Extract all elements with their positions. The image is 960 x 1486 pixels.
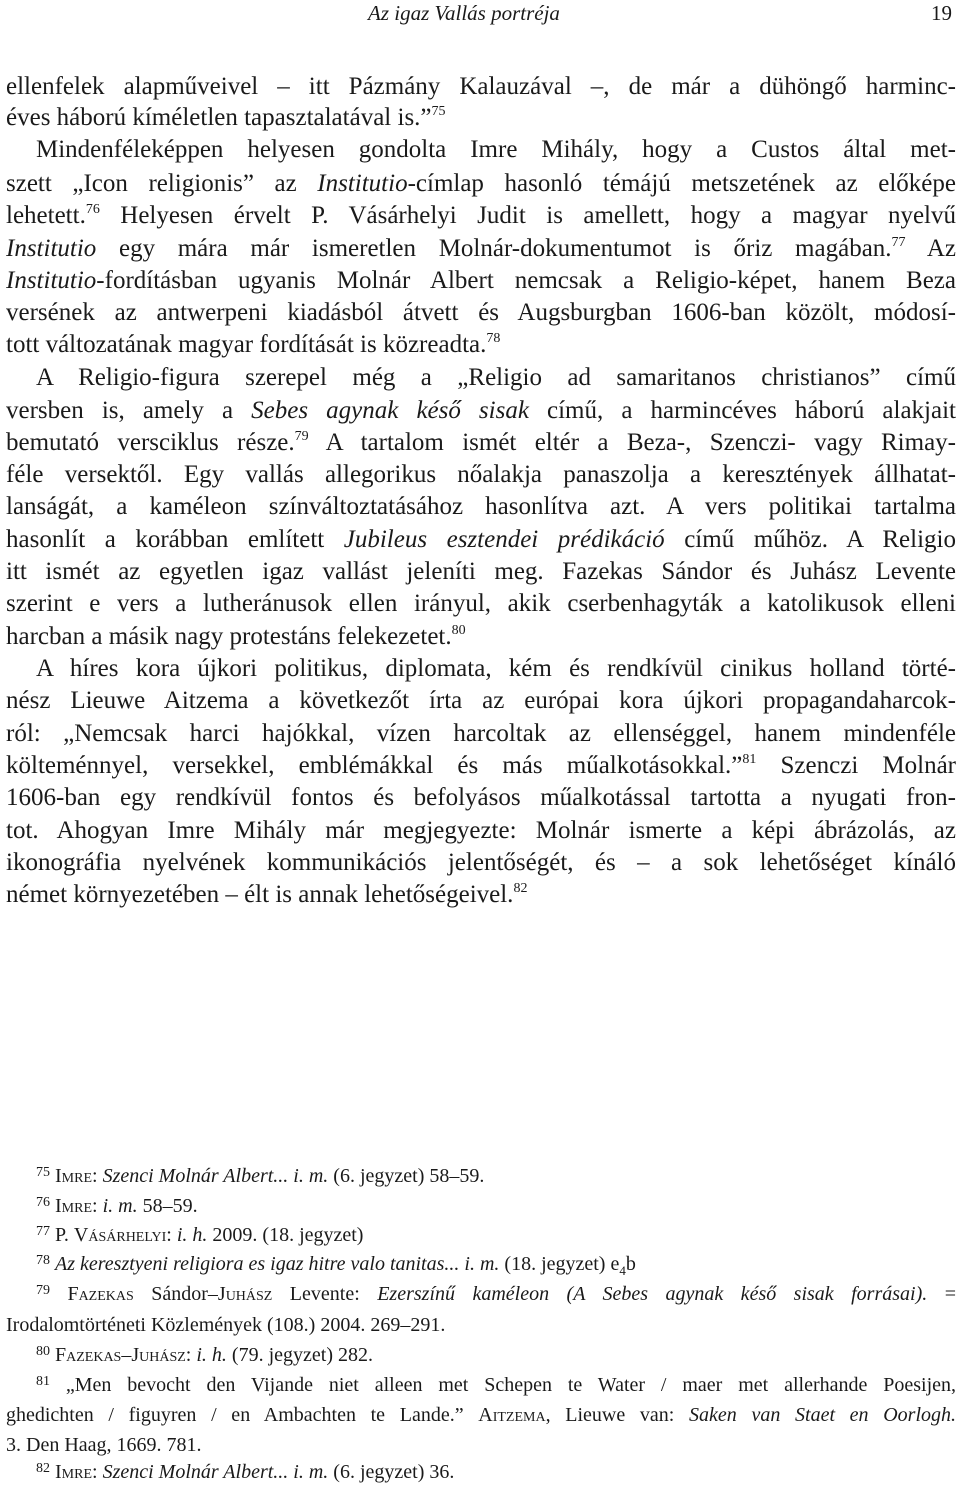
text-line: ikonográfia nyelvének kommunikációs jelentőségét, és – a sok lehetőséget kínáló <box>6 849 956 876</box>
text-line: Institutio egy mára már ismeretlen Molnár-dokumentumot is őriz magában.$^{77}$ Az <box>6 235 956 262</box>
text-line: ellenfelek alapműveivel – itt Pázmány Kalauzával –, de már a dühöngő harminc- <box>6 73 956 100</box>
text-line: nész Lieuwe Aitzema a következőt írta az európai kora újkori propagandaharcok- <box>6 687 956 714</box>
text-line: A híres kora újkori politikus, diplomata, kém és rendkívül cinikus holland törté- <box>36 655 956 682</box>
text-line: 1606-ban egy rendkívül fontos és befolyásos műalkotással tartotta a nyugati fron- <box>6 784 956 811</box>
footnote-81-cont2: 3. Den Haag, 1669. 781. <box>6 1434 202 1456</box>
text-line: költeménnyel, versekkel, emblémákkal és más műalkotásokkal.”$^{81}$ Szenczi Molnár <box>6 752 956 779</box>
footnote-77: $^{77}$ P. Vásárhelyi: i. h. 2009. (18. jegyzet) <box>36 1224 364 1246</box>
footnote-78: $^{78}$ Az keresztyeni religiora es igaz hitre valo tanitas... i. m. (18. jegyzet) $e_4b$ <box>36 1253 636 1278</box>
text-line: szerint e vers a lutheránusok ellen irányul, akik cserbenhagyták a katolikusok elleni <box>6 590 956 617</box>
footnote-ref[interactable]: 79 <box>294 429 309 444</box>
text-line: német környezetében – élt is annak lehetőségeivel.$^{82}$ <box>6 881 528 908</box>
footnote-ref[interactable]: 75 <box>431 104 446 119</box>
text-line: Institutio-fordításban ugyanis Molnár Albert nemcsak a Religio-képet, hanem Beza <box>6 267 956 294</box>
text-line: harcban a másik nagy protestáns felekezetet.$^{80}$ <box>6 623 466 650</box>
footnote-ref[interactable]: 78 <box>486 331 501 346</box>
text-line: lanságát, a kaméleon színváltoztatásához hasonlítva azt. A vers politikai tartalma <box>6 493 956 520</box>
footnote-ref[interactable]: 80 <box>451 623 466 638</box>
text-line: versben is, amely a Sebes agynak késő sisak című, a harmincéves háború alakjait <box>6 397 956 424</box>
text-line: hasonlít a korábban említett Jubileus esztendei prédikáció című műhöz. A Religio <box>6 526 956 553</box>
text-line: éves háború kíméletlen tapasztalatával is.”$^{75}$ <box>6 104 446 131</box>
footnote-ref[interactable]: 77 <box>891 235 906 250</box>
text-line: féle versektől. Egy vallás allegorikus nőalakja panaszolja a keresztények állhatat- <box>6 461 956 488</box>
text-line: Mindenféleképpen helyesen gondolta Imre Mihály, hogy a Custos által met- <box>36 136 956 163</box>
text-line: tott változatának magyar fordítását is közreadta.$^{78}$ <box>6 331 501 358</box>
footnote-81-cont: ghedichten / figuyren / en Ambachten te Lande.” Aitzema, Lieuwe van: Saken van Staet en Oorlogh. <box>6 1404 956 1426</box>
footnote-82: $^{82}$ Imre: Szenci Molnár Albert... i. m. (6. jegyzet) 36. <box>36 1461 455 1483</box>
footnote-ref[interactable]: 82 <box>513 881 528 896</box>
footnote-75: $^{75}$ Imre: Szenci Molnár Albert... i. m. (6. jegyzet) 58–59. <box>36 1165 485 1187</box>
footnote-76: $^{76}$ Imre: i. m. 58–59. <box>36 1195 198 1217</box>
footnote-79: $^{79}$ Fazekas Sándor–Juhász Levente: Ezerszínű kaméleon (A Sebes agynak késő sisak forrásai). = <box>36 1283 956 1305</box>
text-line: ról: „Nemcsak harci hajókkal, vízen harcoltak az ellenséggel, hanem mindenféle <box>6 720 956 747</box>
footnote-80: $^{80}$ Fazekas–Juhász: i. h. (79. jegyzet) 282. <box>36 1344 373 1366</box>
footnote-ref[interactable]: 81 <box>742 752 757 767</box>
text-line: lehetett.$^{76}$ Helyesen érvelt P. Vásárhelyi Judit is amellett, hogy a magyar nyelvű <box>6 202 956 229</box>
footnote-ref[interactable]: 76 <box>85 202 100 217</box>
page-number: 19 <box>931 1 952 25</box>
text-line: A Religio-figura szerepel még a „Religio ad samaritanos christianos” című <box>36 364 956 391</box>
text-line: tot. Ahogyan Imre Mihály már megjegyezte: Molnár ismerte a képi ábrázolás, az <box>6 817 956 844</box>
text-line: bemutató versciklus része.$^{79}$ A tartalom ismét eltér a Beza-, Szenczi- vagy Rimay- <box>6 429 956 456</box>
text-line: itt ismét az egyetlen igaz vallást jeleníti meg. Fazekas Sándor és Juhász Levente <box>6 558 956 585</box>
text-line: szett „Icon religionis” az Institutio-címlap hasonló témájú metszetének az előképe <box>6 170 956 197</box>
footnote-81: $^{81}$ „Men bevocht den Vijande niet alleen met Schepen te Water / maer met allerhande Poesijen, <box>36 1374 956 1396</box>
running-title: Az igaz Vallás portréja <box>368 1 560 25</box>
running-header <box>0 0 960 30</box>
text-line: versének az antwerpeni kiadásból átvett és Augsburgban 1606-ban közölt, módosí- <box>6 299 956 326</box>
footnote-79-cont: Irodalomtörténeti Közlemények (108.) 2004. 269–291. <box>6 1314 446 1336</box>
